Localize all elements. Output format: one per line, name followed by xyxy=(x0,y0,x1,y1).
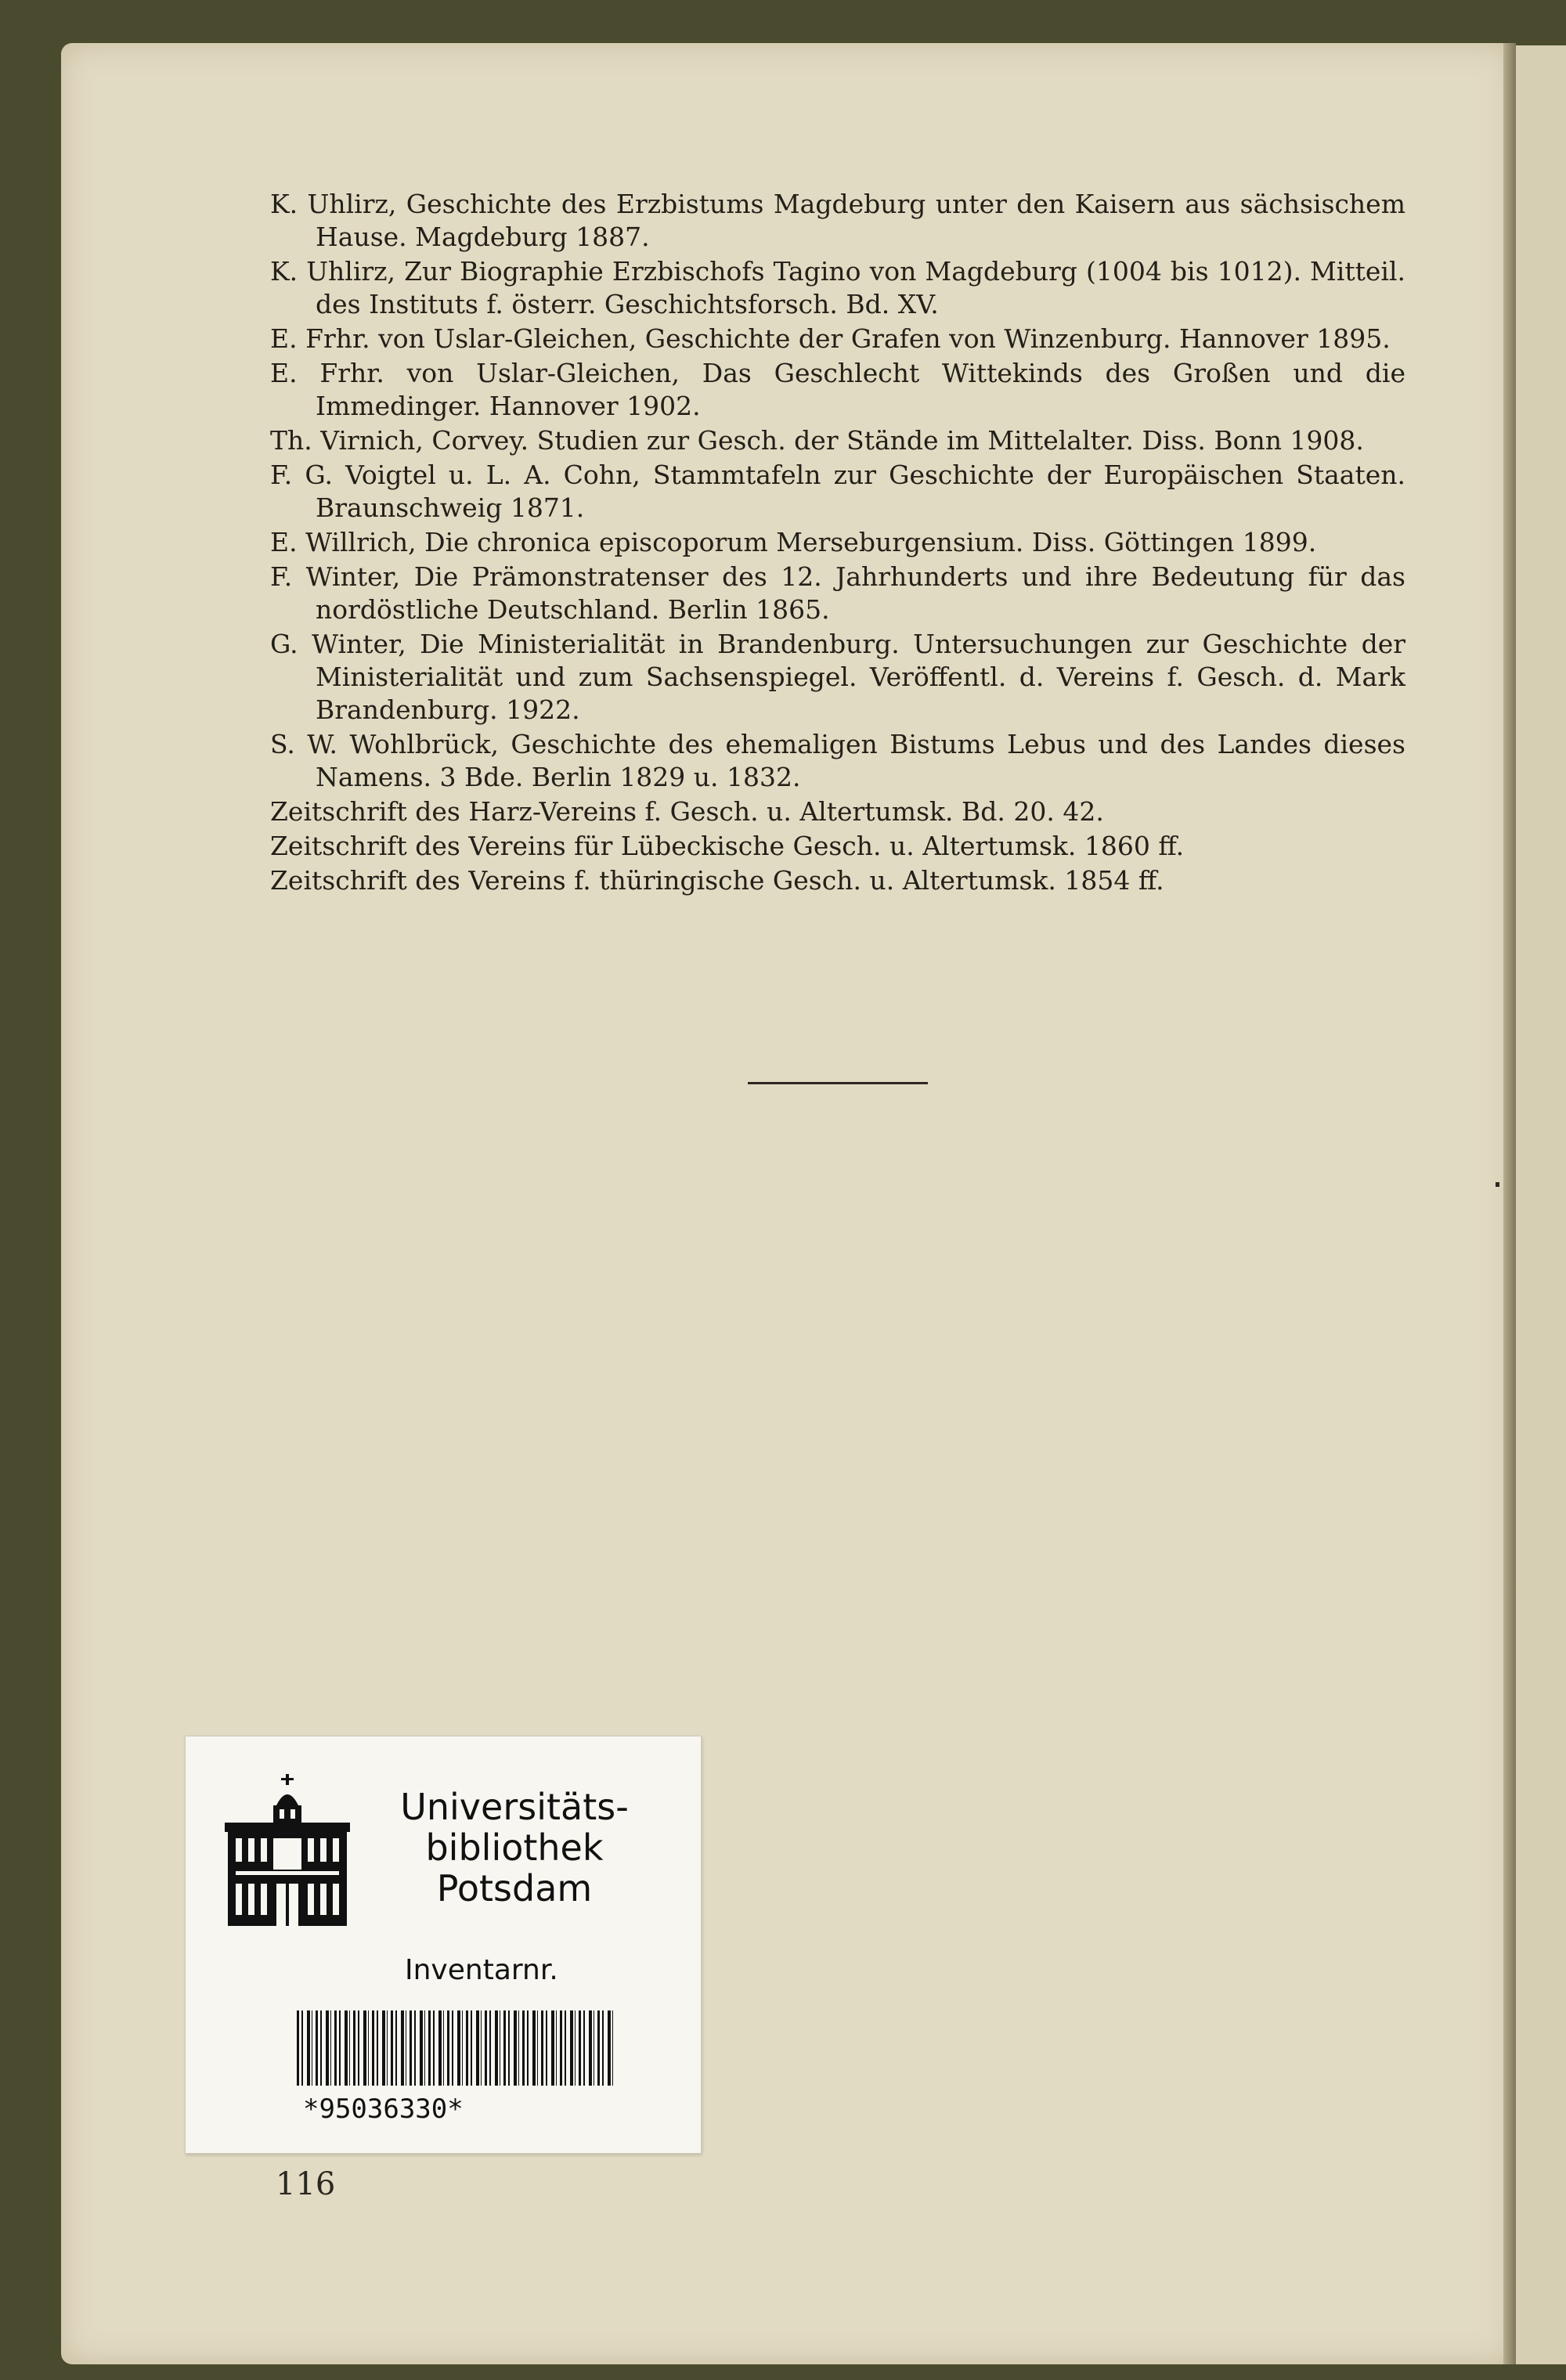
page-number: 116 xyxy=(276,2166,336,2202)
bibliography-entry: Zeitschrift des Vereins für Lübeckische Gesch. u. Altertumsk. 1860 ff. xyxy=(270,831,1185,861)
adjacent-page-edge xyxy=(1516,45,1566,2364)
inventory-label: Inventarnr. xyxy=(405,1954,558,1986)
bibliography-entry: F. Winter, Die Prämonstratenser des 12. Jahrhunderts und ihre Bedeutung für das nordöstliche Deutschland. Berlin 1865. xyxy=(270,561,1405,625)
bibliography-list xyxy=(270,188,1405,899)
bibliography-entry: Zeitschrift des Vereins f. thüringische Gesch. u. Altertumsk. 1854 ff. xyxy=(270,865,1164,896)
library-building-icon xyxy=(225,1774,350,1931)
bibliography-entry: E. Frhr. von Uslar-Gleichen, Geschichte der Grafen von Winzenburg. Hannover 1895. xyxy=(270,323,1391,354)
library-inventory-label xyxy=(185,1736,702,2154)
bibliography-entry: K. Uhlirz, Zur Biographie Erzbischofs Tagino von Magdeburg (1004 bis 1012). Mitteil. des Instituts f. österr. Geschichtsforsch. Bd. XV. xyxy=(270,256,1405,319)
bibliography-entry: K. Uhlirz, Geschichte des Erzbistums Magdeburg unter den Kaisern aus sächsischem Hause. Magdeburg 1887. xyxy=(270,189,1405,252)
barcode xyxy=(297,2010,614,2086)
section-divider xyxy=(748,1082,928,1084)
paper-speck xyxy=(1496,1182,1499,1187)
barcode-number: *95036330* xyxy=(303,2093,464,2125)
library-name-line: Universitäts- xyxy=(400,1786,629,1828)
bibliography-entry: F. G. Voigtel u. L. A. Cohn, Stammtafeln zur Geschichte der Europäischen Staaten. Braunschweig 1871. xyxy=(270,460,1405,523)
library-name-line: bibliothek xyxy=(425,1826,604,1869)
bibliography-entry: Th. Virnich, Corvey. Studien zur Gesch. der Stände im Mittelalter. Diss. Bonn 1908. xyxy=(270,425,1364,456)
library-name-line: Potsdam xyxy=(436,1867,593,1909)
library-name xyxy=(381,1787,648,1909)
page-gutter xyxy=(1503,43,1516,2364)
bibliography-entry: E. Frhr. von Uslar-Gleichen, Das Geschlecht Wittekinds des Großen und die Immedinger. Hannover 1902. xyxy=(270,358,1405,421)
bibliography-entry: Zeitschrift des Harz-Vereins f. Gesch. u. Altertumsk. Bd. 20. 42. xyxy=(270,796,1104,827)
bibliography-entry: G. Winter, Die Ministerialität in Brandenburg. Untersuchungen zur Geschichte der Ministerialität und zum Sachsenspiegel. Veröffentl. d. Vereins f. Gesch. d. Mark Brandenburg. 1922. xyxy=(270,629,1405,725)
bibliography-entry: S. W. Wohlbrück, Geschichte des ehemaligen Bistums Lebus und des Landes dieses Namens. 3 Bde. Berlin 1829 u. 1832. xyxy=(270,729,1405,792)
bibliography-entry: E. Willrich, Die chronica episcoporum Merseburgensium. Diss. Göttingen 1899. xyxy=(270,527,1317,557)
